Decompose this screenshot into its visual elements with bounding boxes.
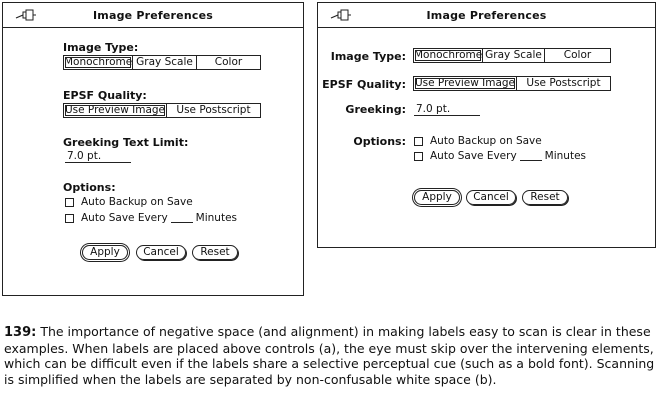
auto-save-row: [414, 150, 586, 162]
image-type-label: Image Type:: [330, 50, 406, 63]
auto-backup-row: [65, 196, 193, 208]
option-color[interactable]: Color: [196, 56, 260, 69]
window-title: Image Preferences: [426, 9, 547, 22]
auto-save-checkbox[interactable]: [414, 152, 423, 161]
figure-number: 139:: [4, 325, 37, 340]
auto-backup-row: [414, 135, 542, 147]
options-label: Options:: [63, 181, 116, 194]
apply-button[interactable]: Apply: [414, 190, 460, 205]
option-use-preview-image[interactable]: Use Preview Image: [64, 104, 166, 116]
minutes-text: Minutes: [195, 212, 238, 224]
cancel-button[interactable]: Cancel: [136, 245, 186, 260]
options-label: Options:: [353, 135, 406, 148]
option-use-postscript[interactable]: Use Postscript: [516, 77, 610, 90]
title-bar[interactable]: [318, 3, 655, 28]
image-type-selector: [63, 55, 261, 70]
option-use-postscript[interactable]: Use Postscript: [166, 104, 260, 117]
figure-caption: [4, 324, 660, 387]
image-type-label: Image Type:: [63, 41, 139, 54]
auto-backup-checkbox[interactable]: [414, 137, 423, 146]
auto-backup-text: Auto Backup on Save: [430, 135, 542, 147]
auto-save-checkbox[interactable]: [65, 214, 74, 223]
greeking-label: Greeking:: [345, 103, 406, 116]
option-monochrome[interactable]: Monochrome: [414, 49, 483, 61]
epsf-quality-label: EPSF Quality:: [322, 78, 406, 91]
auto-save-text: Auto Save Every: [81, 212, 168, 224]
greeking-label: Greeking Text Limit:: [63, 136, 189, 149]
cancel-button[interactable]: Cancel: [466, 190, 516, 205]
epsf-quality-label: EPSF Quality:: [63, 89, 147, 102]
auto-save-row: [65, 212, 237, 224]
epsf-quality-selector: [63, 103, 261, 118]
reset-button[interactable]: Reset: [522, 190, 568, 205]
epsf-quality-selector: [413, 76, 611, 91]
window-title: Image Preferences: [93, 9, 213, 22]
window-labels-above: [2, 2, 304, 296]
title-bar[interactable]: [3, 3, 303, 28]
image-type-selector: [413, 48, 611, 63]
apply-button[interactable]: Apply: [82, 245, 128, 260]
greeking-input[interactable]: 7.0 pt.: [65, 150, 131, 163]
auto-save-minutes-input[interactable]: [520, 151, 542, 161]
caption-text: The importance of negative space (and alignment) in making labels easy to scan is clear in these examples. When labels are placed above controls (a), the eye must skip over the intervening elements, which can be difficult even if the labels share a selective perceptual cue (such as a bold font). Scanning is simplified when the labels are separated by non-confusable white space (b).: [4, 324, 655, 387]
auto-backup-checkbox[interactable]: [65, 198, 74, 207]
minutes-text: Minutes: [544, 150, 587, 162]
auto-save-text: Auto Save Every: [430, 150, 517, 162]
option-monochrome[interactable]: Monochrome: [64, 56, 133, 68]
option-gray-scale[interactable]: Gray Scale: [482, 49, 544, 62]
reset-button[interactable]: Reset: [192, 245, 238, 260]
greeking-input[interactable]: 7.0 pt.: [414, 103, 480, 116]
auto-backup-text: Auto Backup on Save: [81, 196, 193, 208]
auto-save-minutes-input[interactable]: [171, 213, 193, 223]
option-color[interactable]: Color: [544, 49, 610, 62]
window-labels-beside: [317, 2, 656, 248]
option-gray-scale[interactable]: Gray Scale: [132, 56, 196, 69]
option-use-preview-image[interactable]: Use Preview Image: [414, 77, 516, 89]
